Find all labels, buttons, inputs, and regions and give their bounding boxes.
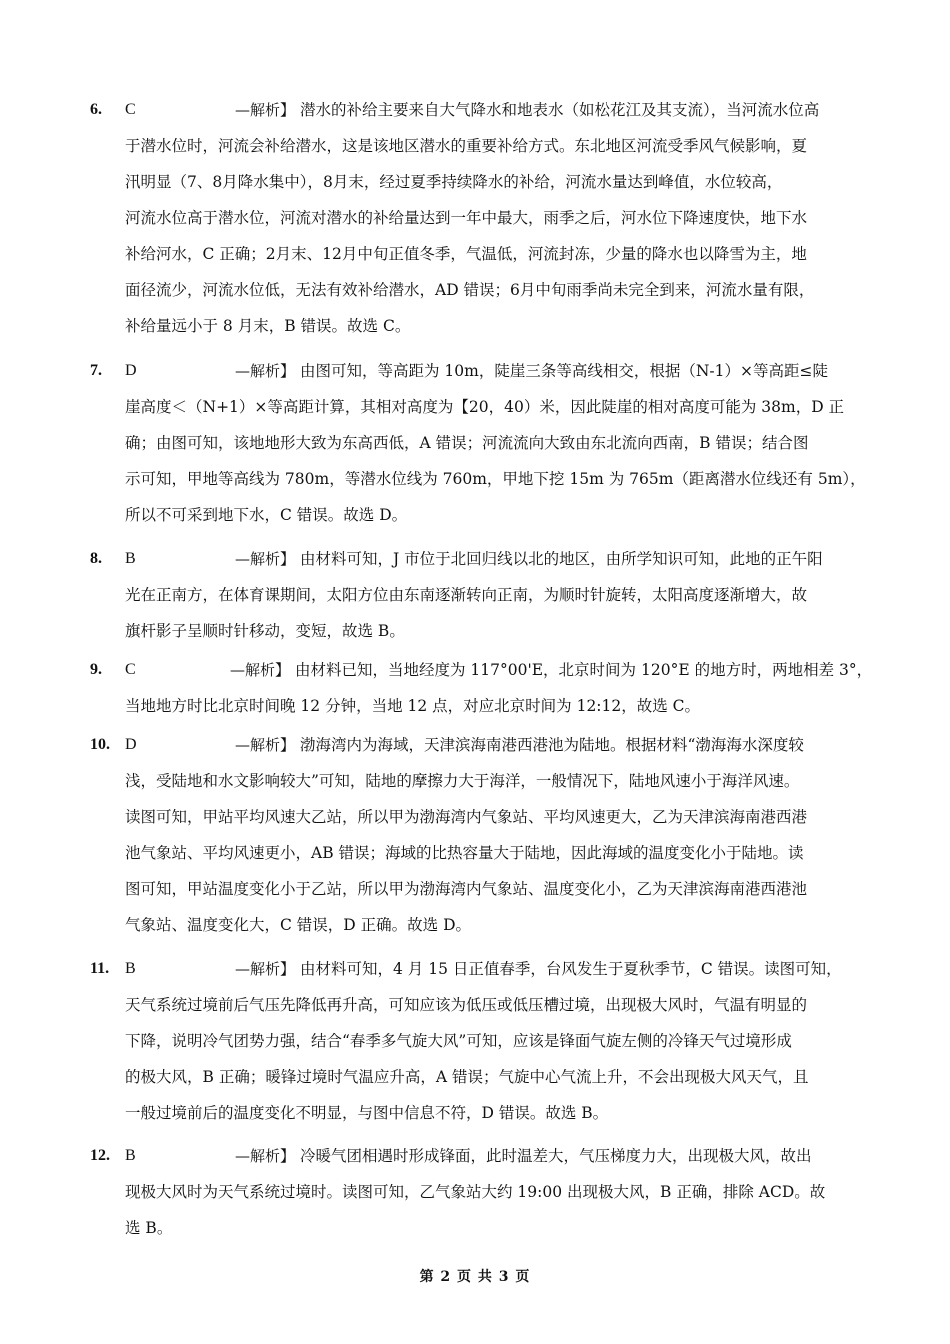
solution-tag: —解析】 <box>235 736 296 754</box>
solution-line: 旗杆影子呈顺时针移动，变短，故选 B。 <box>125 622 405 640</box>
solution-tag: —解析】 <box>235 960 296 978</box>
solution-line: 示可知，甲地等高线为 780m，等潜水位线为 760m，甲地下挖 15m 为 765m（距离潜水位线还有 5m）， <box>125 470 866 488</box>
question-number: 6. <box>90 101 102 118</box>
solution-tag: —解析】 <box>235 101 296 119</box>
solution-line: 汛明显（7、8月降水集中），8月末，经过夏季持续降水的补给，河流水量达到峰值，水位较高， <box>125 173 783 191</box>
solution-line: 崖高度＜（N+1）×等高距计算，其相对高度为【20，40）米，因此陡崖的相对高度可能为 38m，D 正 <box>125 398 845 416</box>
solution-line: 补给量远小于 8 月末，B 错误。故选 C。 <box>125 317 411 335</box>
question-number: 7. <box>90 362 102 379</box>
solution-line: 面径流少，河流水位低，无法有效补给潜水，AD 错误；6月中旬雨季尚未完全到来，河流水量有限， <box>125 281 815 299</box>
solution-line: 由材料已知，当地经度为 117°00'E，北京时间为 120°E 的地方时，两地相差 3°， <box>295 661 873 679</box>
solution-line: 补给河水，C 正确；2月末、12月中旬正值冬季，气温低，河流封冻，少量的降水也以降雪为主，地 <box>125 245 807 263</box>
solution-line: 确；由图可知，该地地形大致为东高西低，A 错误；河流流向大致由东北流向西南，B 错误；结合图 <box>125 434 809 452</box>
question-number: 8. <box>90 550 102 567</box>
solution-line: 由图可知，等高距为 10m，陡崖三条等高线相交，根据（N-1）×等高距≤陡 <box>300 362 828 380</box>
solution-line: 由材料可知，4 月 15 日正值春季，台风发生于夏秋季节，C 错误。读图可知， <box>300 960 842 978</box>
solution-line: 所以不可采到地下水，C 错误。故选 D。 <box>125 506 408 524</box>
question-answer: D <box>125 362 137 379</box>
solution-tag: —解析】 <box>235 362 296 380</box>
question-number: 9. <box>90 661 102 678</box>
solution-line: 当地地方时比北京时间晚 12 分钟，当地 12 点，对应北京时间为 12:12，故选 C。 <box>125 697 701 715</box>
solution-line: 气象站、温度变化大，C 错误，D 正确。故选 D。 <box>125 916 471 934</box>
question-answer: B <box>125 960 136 977</box>
solution-line: 池气象站、平均风速更小，AB 错误；海域的比热容量大于陆地，因此海域的温度变化小于陆地。读 <box>125 844 804 862</box>
solution-line: 冷暖气团相遇时形成锋面，此时温差大，气压梯度力大，出现极大风，故出 <box>300 1147 812 1165</box>
solution-tag: —解析】 <box>235 1147 296 1165</box>
solution-line: 下降，说明冷气团势力强，结合“春季多气旋大风”可知，应该是锋面气旋左侧的冷锋天气过境形成 <box>125 1032 792 1050</box>
solution-tag: —解析】 <box>235 550 296 568</box>
solution-line: 渤海湾内为海域，天津滨海南港西港池为陆地。根据材料“渤海海水深度较 <box>300 736 804 754</box>
solution-line: 的极大风，B 正确；暖锋过境时气温应升高，A 错误；气旋中心气流上升，不会出现极大风天气，且 <box>125 1068 809 1086</box>
question-number: 10. <box>90 736 110 753</box>
solution-line: 一般过境前后的温度变化不明显，与图中信息不符，D 错误。故选 B。 <box>125 1104 609 1122</box>
question-answer: B <box>125 1147 136 1164</box>
question-answer: D <box>125 736 137 753</box>
solution-line: 光在正南方，在体育课期间，太阳方位由东南逐渐转向正南，为顺时针旋转，太阳高度逐渐增大，故 <box>125 586 808 604</box>
solution-tag: —解析】 <box>230 661 291 679</box>
solution-line: 图可知，甲站温度变化小于乙站，所以甲为渤海湾内气象站、温度变化小，乙为天津滨海南港西港池 <box>125 880 808 898</box>
question-answer: C <box>125 101 136 118</box>
solution-line: 河流水位高于潜水位，河流对潜水的补给量达到一年中最大，雨季之后，河水位下降速度快，地下水 <box>125 209 808 227</box>
page-footer: 第 2 页 共 3 页 <box>419 1269 531 1285</box>
solution-line: 由材料可知，J 市位于北回归线以北的地区，由所学知识可知，此地的正午阳 <box>300 550 823 568</box>
solution-line: 读图可知，甲站平均风速大乙站，所以甲为渤海湾内气象站、平均风速更大，乙为天津滨海南港西港 <box>125 808 808 826</box>
question-number: 12. <box>90 1147 110 1164</box>
question-number: 11. <box>90 960 110 977</box>
question-answer: B <box>125 550 136 567</box>
solution-line: 于潜水位时，河流会补给潜水，这是该地区潜水的重要补给方式。东北地区河流受季风气候影响，夏 <box>125 137 808 155</box>
solution-line: 潜水的补给主要来自大气降水和地表水（如松花江及其支流），当河流水位高 <box>300 101 820 119</box>
solution-line: 浅，受陆地和水文影响较大”可知，陆地的摩擦力大于海洋，一般情况下，陆地风速小于海洋风速。 <box>125 772 800 790</box>
solution-line: 天气系统过境前后气压先降低再升高，可知应该为低压或低压槽过境，出现极大风时，气温有明显的 <box>125 996 808 1014</box>
solution-line: 选 B。 <box>125 1219 173 1237</box>
question-answer: C <box>125 661 136 678</box>
solution-line: 现极大风时为天气系统过境时。读图可知，乙气象站大约 19:00 出现极大风，B 正确，排除 ACD。故 <box>125 1183 826 1201</box>
